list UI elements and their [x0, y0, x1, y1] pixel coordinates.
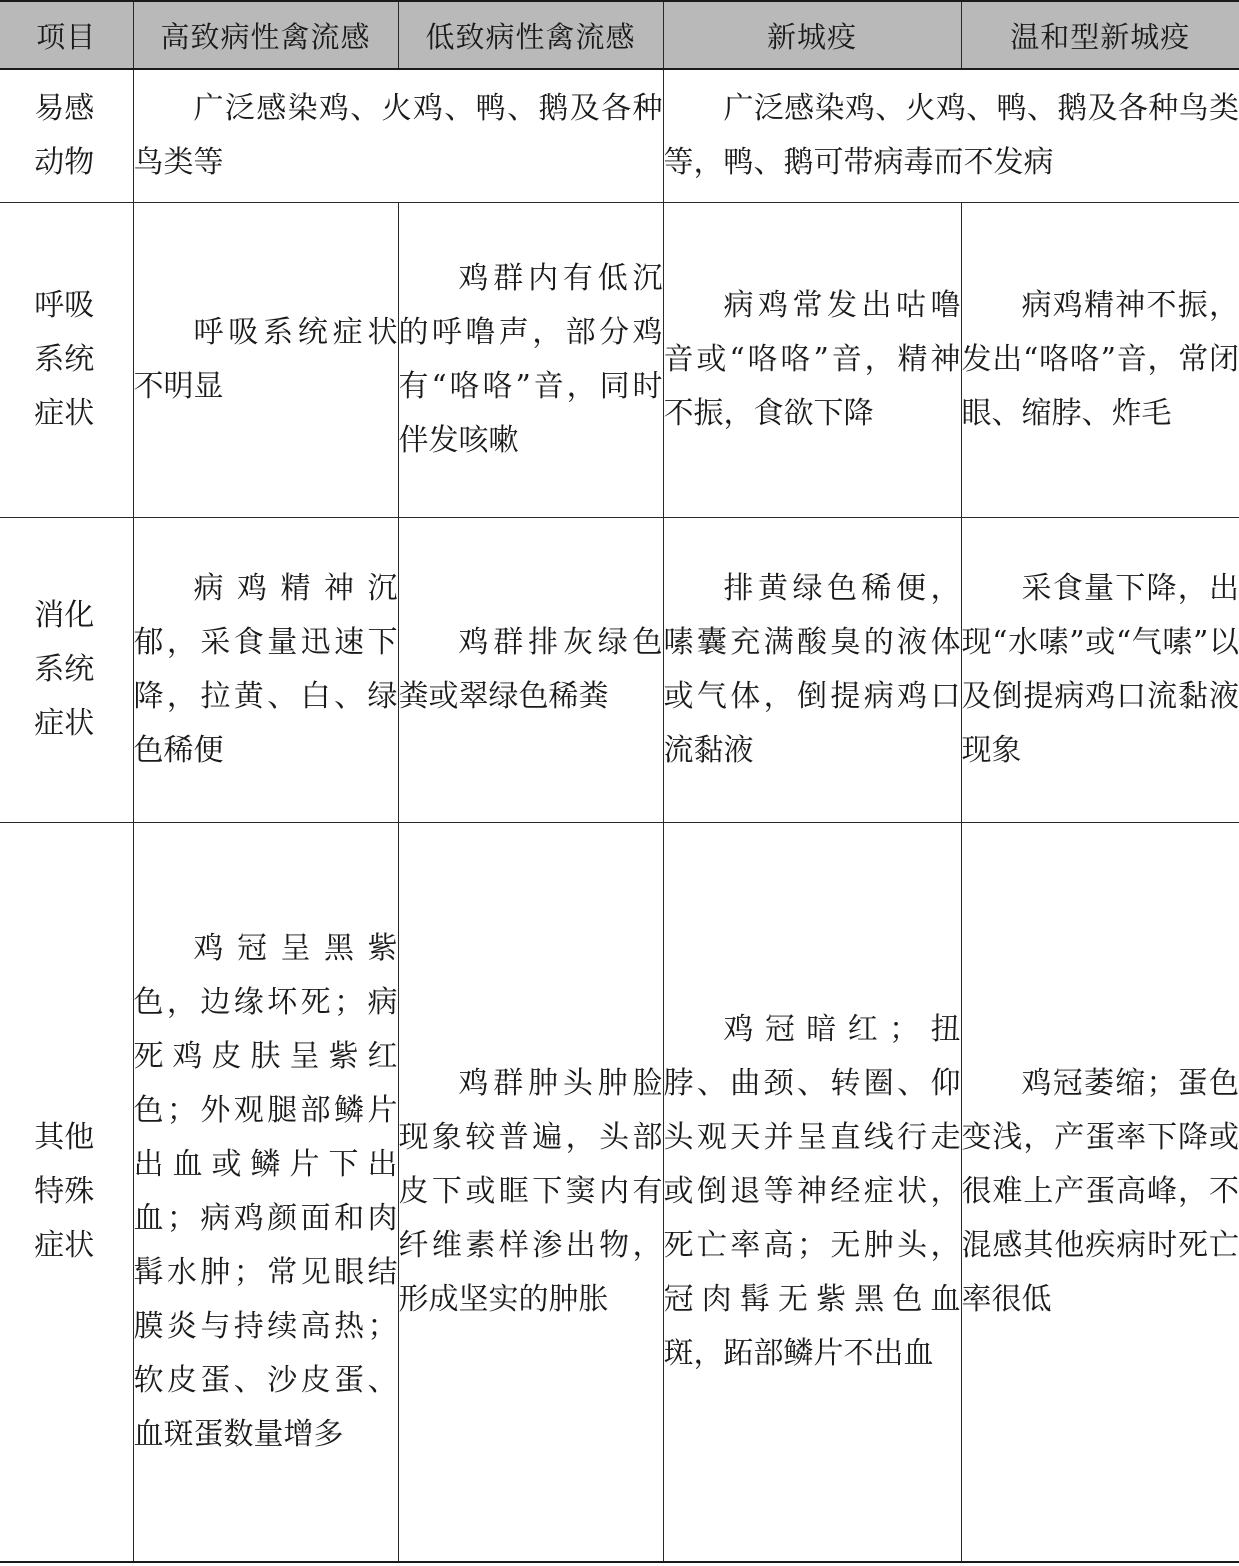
- table-row-susceptible: [0, 69, 1239, 203]
- cell-lpai: 鸡群排灰绿色粪或翠绿色稀粪: [398, 518, 663, 823]
- cell-nd: 鸡冠暗红；扭脖、曲颈、转圈、仰头观天并呈直线行走或倒退等神经症状，死亡率高；无肿头，冠肉髯无紫黑色血斑，跖部鳞片不出血: [663, 823, 961, 1563]
- header-lpai: 低致病性禽流感: [398, 1, 663, 69]
- header-mild-nd: 温和型新城疫: [961, 1, 1239, 69]
- cell-lpai: 鸡群内有低沉的呼噜声，部分鸡有“咯咯”音，同时伴发咳嗽: [398, 203, 663, 518]
- header-row: [0, 1, 1239, 69]
- cell-mild-nd: 病鸡精神不振，发出“咯咯”音，常闭眼、缩脖、炸毛: [961, 203, 1239, 518]
- cell-nd: 病鸡常发出咕噜音或“咯咯”音，精神不振，食欲下降: [663, 203, 961, 518]
- table-row-digestive: [0, 518, 1239, 823]
- cell-nd: 排黄绿色稀便，嗉囊充满酸臭的液体或气体，倒提病鸡口流黏液: [663, 518, 961, 823]
- cell-flu-susceptible: 广泛感染鸡、火鸡、鸭、鹅及各种鸟类等: [133, 69, 663, 203]
- row-label: 易感动物: [0, 69, 133, 203]
- row-label: 呼吸系统症状: [0, 203, 133, 518]
- row-label: 其他特殊症状: [0, 823, 133, 1563]
- table-row-other: [0, 823, 1239, 1563]
- row-label: 消化系统症状: [0, 518, 133, 823]
- cell-mild-nd: 采食量下降，出现“水嗉”或“气嗉”以及倒提病鸡口流黏液现象: [961, 518, 1239, 823]
- cell-hpai: 鸡冠呈黑紫色，边缘坏死；病死鸡皮肤呈紫红色；外观腿部鳞片出血或鳞片下出血；病鸡颜面和肉髯水肿；常见眼结膜炎与持续高热；软皮蛋、沙皮蛋、血斑蛋数量增多: [133, 823, 398, 1563]
- header-hpai: 高致病性禽流感: [133, 1, 398, 69]
- header-nd: 新城疫: [663, 1, 961, 69]
- table-row-respiratory: [0, 203, 1239, 518]
- cell-hpai: 病鸡精神沉郁，采食量迅速下降，拉黄、白、绿色稀便: [133, 518, 398, 823]
- cell-hpai: 呼吸系统症状不明显: [133, 203, 398, 518]
- cell-nd-susceptible: 广泛感染鸡、火鸡、鸭、鹅及各种鸟类等，鸭、鹅可带病毒而不发病: [663, 69, 1239, 203]
- header-item: 项目: [0, 1, 133, 69]
- cell-mild-nd: 鸡冠萎缩；蛋色变浅，产蛋率下降或很难上产蛋高峰，不混感其他疾病时死亡率很低: [961, 823, 1239, 1563]
- cell-lpai: 鸡群肿头肿脸现象较普遍，头部皮下或眶下窦内有纤维素样渗出物，形成坚实的肿胀: [398, 823, 663, 1563]
